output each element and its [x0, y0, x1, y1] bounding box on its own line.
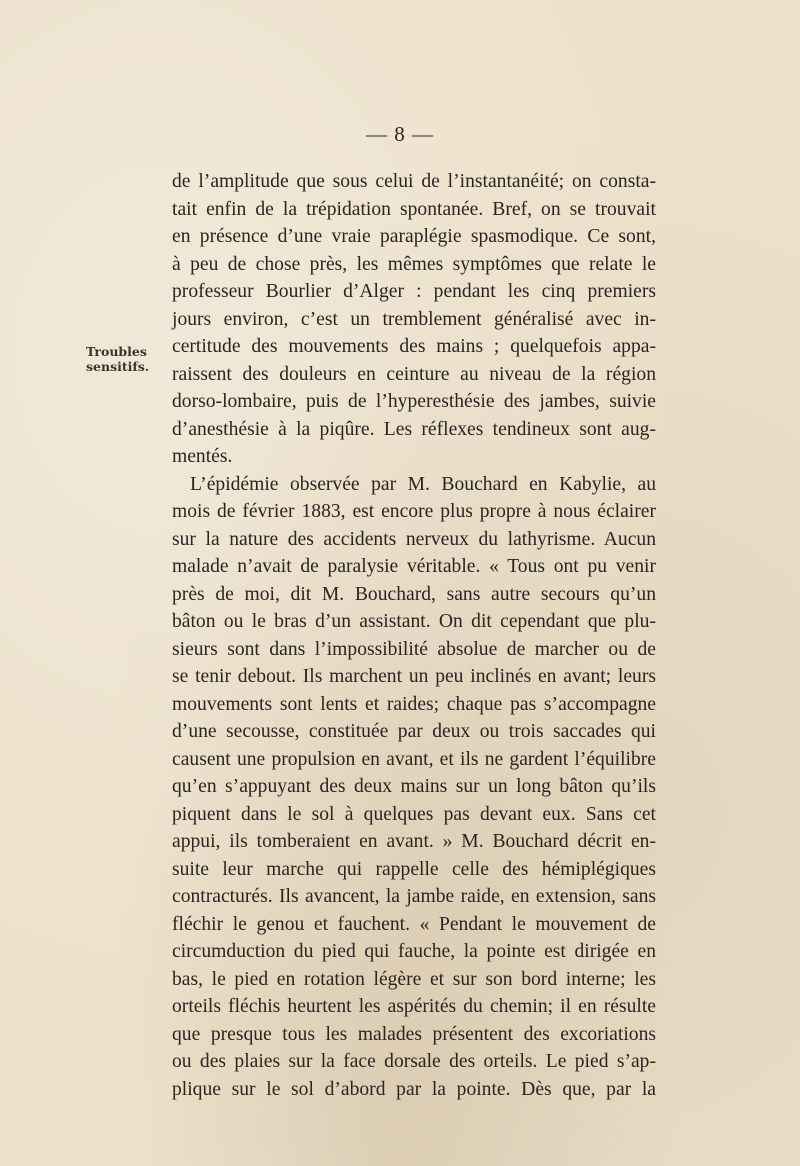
text-line: bas, le pied en rotation légère et sur son bord interne; les: [172, 968, 656, 990]
text-line: dorso-lombaire, puis de l’hyperesthésie des jambes, suivie: [172, 391, 656, 412]
text-line: bâton ou le bras d’un assistant. On dit cependant que plu-: [172, 611, 656, 632]
text-line: contracturés. Ils avancent, la jambe raide, en extension, sans: [172, 886, 656, 907]
text-line: jours environ, c’est un tremblement généralisé avec in-: [172, 308, 656, 330]
text-line: que presque tous les malades présentent des excoriations: [172, 1023, 656, 1045]
text-line: malade n’avait de paralysie véritable. « Tous ont pu venir: [172, 556, 656, 577]
text-line: circumduction du pied qui fauche, la pointe est dirigée en: [172, 941, 656, 962]
text-line: d’anesthésie à la piqûre. Les réflexes tendineux sont aug-: [172, 418, 656, 440]
text-line: mouvements sont lents et raides; chaque pas s’accompagne: [172, 693, 656, 715]
text-line: d’une secousse, constituée par deux ou trois saccades qui: [172, 721, 656, 742]
text-line: plique sur le sol d’abord par la pointe. Dès que, par la: [172, 1078, 656, 1100]
text-line: mentés.: [172, 446, 233, 467]
text-line: sieurs sont dans l’impossibilité absolue de marcher ou de: [172, 638, 656, 660]
margin-note: Troubles sensitifs.: [86, 344, 150, 374]
page-number: — 8 —: [366, 122, 434, 146]
text-line: suite leur marche qui rappelle celle des hémiplégiques: [172, 858, 656, 880]
text-line: fléchir le genou et fauchent. « Pendant le mouvement de: [172, 913, 656, 935]
text-line: mois de février 1883, est encore plus propre à nous éclairer: [172, 501, 656, 522]
text-line: causent une propulsion en avant, et ils ne gardent l’équilibre: [172, 748, 656, 770]
text-line: L’épidémie observée par M. Bouchard en Kabylie, au: [190, 473, 656, 495]
text-line: près de moi, dit M. Bouchard, sans autre secours qu’un: [172, 583, 656, 605]
text-line: en présence d’une vraie paraplégie spasmodique. Ce sont,: [172, 226, 656, 247]
body-text: [172, 168, 656, 1103]
text-line: certitude des mouvements des mains ; quelquefois appa-: [172, 336, 656, 357]
text-line: professeur Bourlier d’Alger : pendant les cinq premiers: [172, 281, 656, 302]
text-line: tait enfin de la trépidation spontanée. Bref, on se trouvait: [172, 198, 656, 220]
text-line: orteils fléchis heurtent les aspérités du chemin; il en résulte: [172, 996, 656, 1017]
text-line: de l’amplitude que sous celui de l’instantanéité; on consta-: [172, 171, 656, 192]
text-line: piquent dans le sol à quelques pas devant eux. Sans cet: [172, 803, 656, 825]
text-line: qu’en s’appuyant des deux mains sur un long bâton qu’ils: [172, 776, 656, 797]
text-line: ou des plaies sur la face dorsale des orteils. Le pied s’ap-: [172, 1051, 656, 1072]
text-line: appui, ils tomberaient en avant. » M. Bouchard décrit en-: [172, 831, 656, 852]
text-line: raissent des douleurs en ceinture au niveau de la région: [172, 363, 656, 385]
text-line: à peu de chose près, les mêmes symptômes que relate le: [172, 253, 656, 275]
text-line: se tenir debout. Ils marchent un peu inclinés en avant; leurs: [172, 666, 656, 687]
text-line: sur la nature des accidents nerveux du lathyrisme. Aucun: [172, 528, 656, 550]
